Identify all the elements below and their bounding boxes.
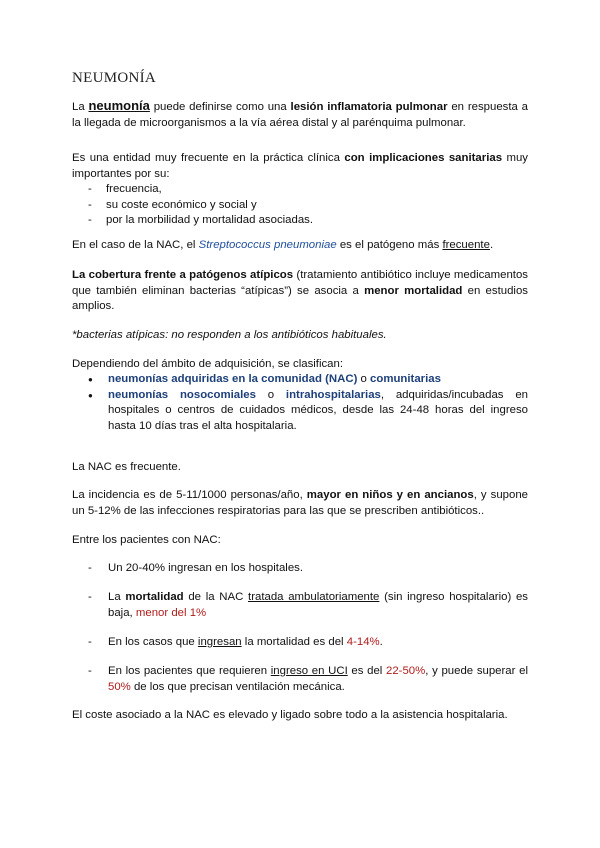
nac-case-paragraph <box>72 238 528 254</box>
nac-case-mid: es el patógeno más <box>336 239 443 251</box>
closing-paragraph: El coste asociado a la NAC es elevado y ligado sobre todo a la asistencia hospitalaria. <box>72 709 508 721</box>
entity-list <box>72 182 528 229</box>
intro-paragraph <box>72 98 528 131</box>
stat-text <box>108 635 528 651</box>
nosocomial-detail: , adquiridas/incubadas en hospitales o centros de cuidados médicos, desde las 24-48 horas del ingreso hasta 10 días tras el alta hospitalaria. <box>108 388 528 432</box>
nac-frequent: La NAC es frecuente. <box>72 461 181 473</box>
patients-intro: Entre los pacientes con NAC: <box>72 534 221 546</box>
entity-paragraph <box>72 151 528 182</box>
stat-text <box>108 664 528 695</box>
comunitarias-term: comunitarias <box>370 373 441 385</box>
stat-item-2: - La mortalidad de la NAC tratada ambulatoriamente (sin ingreso hospitalario) es baja, menor del 1% <box>72 590 528 621</box>
s4-red2: 50% <box>108 680 131 693</box>
s2-red: menor del 1% <box>135 606 207 619</box>
list-item <box>72 388 528 435</box>
stat-text <box>108 590 528 621</box>
s2-c: de la NAC <box>183 591 249 603</box>
classification-intro: Dependiendo del ámbito de adquisición, se clasifican: <box>72 358 344 370</box>
s4-c: , y puede superar el <box>425 665 528 677</box>
s3-red: 4-14% <box>346 636 380 648</box>
coverage-post: en estudios amplios. <box>72 284 528 312</box>
atypical-note: *bacterias atípicas: no responden a los antibióticos habituales. <box>72 329 387 341</box>
intro-term: neumonía <box>88 98 150 113</box>
or-word: o <box>255 388 286 401</box>
s3-a: En los casos que <box>108 636 198 648</box>
s4-d: de los que precisan ventilación mecánica. <box>130 680 345 693</box>
coverage-paragraph <box>72 268 528 315</box>
incidence-paragraph <box>72 488 528 519</box>
stat-item-3: - En los casos que ingresan la mortalidad es del 4-14%. <box>72 635 528 651</box>
list-item: - por la morbilidad y mortalidad asociadas. <box>72 213 528 229</box>
or-word: o <box>357 373 371 385</box>
s4-a: En los pacientes que requieren <box>108 665 271 677</box>
s2-bold: mortalidad <box>125 591 184 603</box>
s3-c: . <box>379 636 383 648</box>
s4-red1: 22-50% <box>386 665 426 677</box>
entity-bold: con implicaciones sanitarias <box>344 152 503 164</box>
nac-case-underlined: frecuente <box>442 239 490 251</box>
s3-underlined: ingresan <box>197 636 242 648</box>
intro-mid: puede definirse como una <box>149 101 291 113</box>
coverage-mid: (tratamiento antibiótico incluye medicamentos que también eliminan bacterias “atípicas”) se asocia a <box>72 269 528 297</box>
s2-a: La <box>108 591 126 603</box>
nac-term: neumonías adquiridas en la comunidad (NAC) <box>108 373 358 385</box>
list-item: - su coste económico y social y <box>72 198 528 214</box>
list-item <box>72 372 528 388</box>
s3-b: la mortalidad es del <box>241 636 347 648</box>
s4-b: es del <box>347 665 386 677</box>
stat-text: Un 20-40% ingresan en los hospitales. <box>108 562 304 574</box>
entity-post: muy importantes por su: <box>72 152 529 180</box>
s4-underlined: ingreso en UCI <box>270 665 348 677</box>
intro-bold: lesión inflamatoria pulmonar <box>290 101 448 113</box>
coverage-bold1: La cobertura frente a patógenos atípicos <box>72 269 294 281</box>
nac-case-post: . <box>489 239 494 251</box>
stat-item-1: - Un 20-40% ingresan en los hospitales. <box>72 561 528 577</box>
entity-pre: Es una entidad muy frecuente en la práctica clínica <box>72 152 345 164</box>
incidence-bold: mayor en niños y en ancianos <box>306 489 474 501</box>
page-title: NEUMONÍA <box>72 70 157 86</box>
s2-underlined: tratada ambulatoriamente <box>248 591 380 603</box>
species-link[interactable]: Streptococcus pneumoniae <box>198 239 337 251</box>
incidence-post: , y supone un 5-12% de las infecciones respiratorias para las que se prescriben antibióticos.. <box>72 489 528 517</box>
stat-item-4: - En los pacientes que requieren ingreso en UCI es del 22-50%, y puede superar el 50% de los que precisan ventilación mecánica. <box>72 664 528 695</box>
coverage-bold2: menor mortalidad <box>364 284 463 297</box>
nosocomial-term: neumonías nosocomiales <box>108 388 256 401</box>
classification-list <box>72 372 528 434</box>
list-item: - frecuencia, <box>72 182 528 198</box>
incidence-pre: La incidencia es de 5-11/1000 personas/año, <box>72 489 307 501</box>
nac-case-pre: En el caso de la NAC, el <box>72 239 199 251</box>
intrahospital-term: intrahospitalarias <box>285 388 381 401</box>
intro-pre: La <box>72 101 89 113</box>
s2-d: (sin ingreso hospitalario) es baja, <box>108 591 528 619</box>
intro-post: en respuesta a la llegada de microorganismos a la vía aérea distal y al parénquima pulmonar. <box>72 101 528 129</box>
